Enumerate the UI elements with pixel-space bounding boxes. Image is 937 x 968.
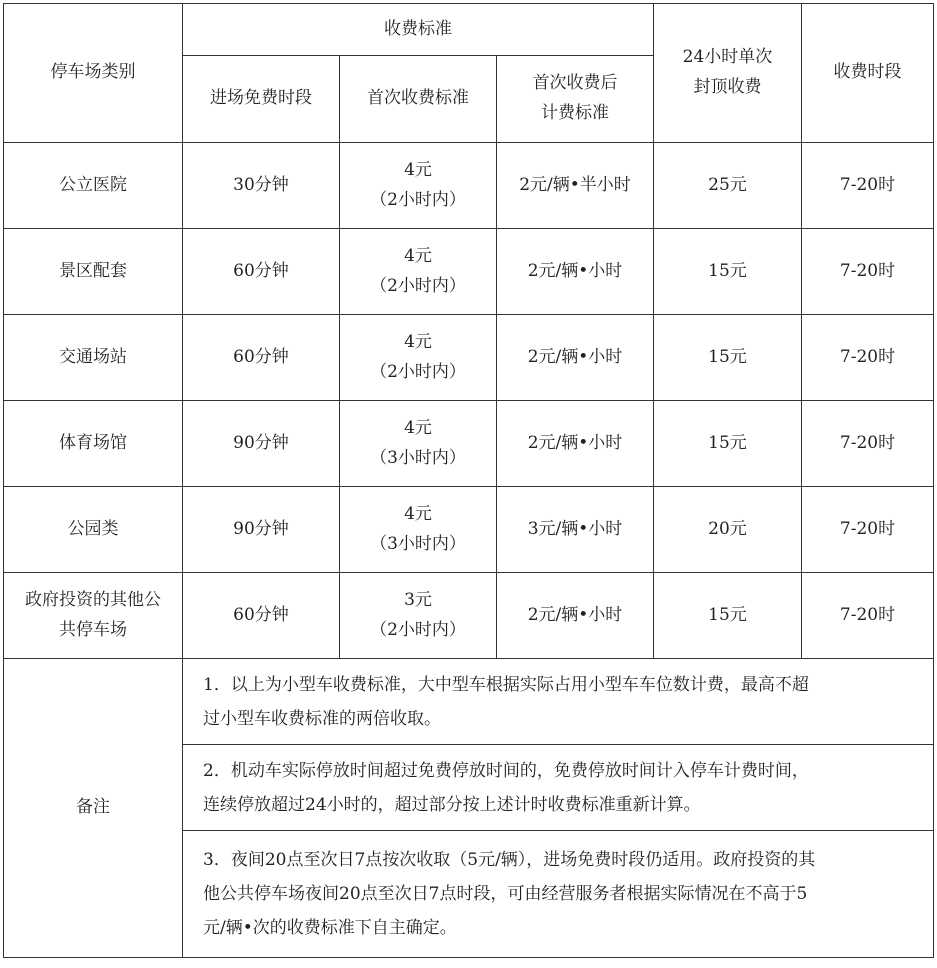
header-free-period: 进场免费时段 bbox=[183, 56, 340, 143]
row-charge-hours: 7-20时 bbox=[802, 401, 934, 487]
row-first-fee bbox=[340, 143, 497, 229]
row-category: 公立医院 bbox=[4, 143, 183, 229]
header-after-first-line: 计费标准 bbox=[541, 103, 609, 123]
row-after-first: 3元/辆•小时 bbox=[497, 487, 654, 573]
table-row bbox=[4, 487, 934, 573]
header-first-fee: 首次收费标准 bbox=[340, 56, 497, 143]
row-free-period: 90分钟 bbox=[183, 487, 340, 573]
row-free-period: 60分钟 bbox=[183, 573, 340, 659]
row-charge-hours: 7-20时 bbox=[802, 143, 934, 229]
row-free-period: 60分钟 bbox=[183, 315, 340, 401]
note-item bbox=[183, 659, 934, 745]
row-free-period: 60分钟 bbox=[183, 229, 340, 315]
note-line: 3．夜间20点至次日7点按次收取（5元/辆），进场免费时段仍适用。政府投资的其 bbox=[203, 850, 816, 870]
note-line: 他公共停车场夜间20点至次日7点时段，可由经营服务者根据实际情况在不高于5 bbox=[203, 884, 808, 904]
row-charge-hours: 7-20时 bbox=[802, 487, 934, 573]
row-after-first: 2元/辆•小时 bbox=[497, 401, 654, 487]
first-fee-amount: 4元 bbox=[404, 331, 432, 352]
row-charge-hours: 7-20时 bbox=[802, 229, 934, 315]
row-category: 景区配套 bbox=[4, 229, 183, 315]
row-after-first: 2元/辆•小时 bbox=[497, 315, 654, 401]
row-cap: 15元 bbox=[654, 573, 802, 659]
note-line: 元/辆•次的收费标准下自主确定。 bbox=[203, 918, 457, 938]
row-charge-hours: 7-20时 bbox=[802, 573, 934, 659]
header-cap-line: 24小时单次 bbox=[682, 47, 773, 68]
row-category: 公园类 bbox=[4, 487, 183, 573]
first-fee-amount: 4元 bbox=[404, 159, 432, 180]
row-category: 体育场馆 bbox=[4, 401, 183, 487]
row-first-fee bbox=[340, 487, 497, 573]
table-row bbox=[4, 573, 934, 659]
row-free-period: 30分钟 bbox=[183, 143, 340, 229]
first-fee-duration: （2小时内） bbox=[370, 189, 466, 210]
header-cap bbox=[654, 4, 802, 143]
row-after-first: 2元/辆•小时 bbox=[497, 573, 654, 659]
row-category bbox=[4, 573, 183, 659]
note-item bbox=[183, 831, 934, 958]
row-free-period: 90分钟 bbox=[183, 401, 340, 487]
note-line: 1．以上为小型车收费标准，大中型车根据实际占用小型车车位数计费，最高不超 bbox=[203, 674, 809, 695]
row-cap: 20元 bbox=[654, 487, 802, 573]
row-after-first: 2元/辆•小时 bbox=[497, 229, 654, 315]
first-fee-duration: （3小时内） bbox=[370, 447, 466, 468]
row-category-line: 政府投资的其他公 bbox=[25, 589, 161, 610]
row-cap: 15元 bbox=[654, 315, 802, 401]
first-fee-duration: （2小时内） bbox=[370, 619, 466, 640]
header-after-first-line: 首次收费后 bbox=[532, 73, 618, 94]
header-charge-hours: 收费时段 bbox=[802, 4, 934, 143]
row-cap: 15元 bbox=[654, 229, 802, 315]
row-charge-hours: 7-20时 bbox=[802, 315, 934, 401]
row-category: 交通场站 bbox=[4, 315, 183, 401]
first-fee-amount: 3元 bbox=[404, 589, 432, 610]
row-after-first: 2元/辆•半小时 bbox=[497, 143, 654, 229]
first-fee-amount: 4元 bbox=[404, 503, 432, 524]
row-first-fee bbox=[340, 229, 497, 315]
row-cap: 15元 bbox=[654, 401, 802, 487]
row-first-fee bbox=[340, 401, 497, 487]
row-first-fee bbox=[340, 315, 497, 401]
note-line: 2．机动车实际停放时间超过免费停放时间的，免费停放时间计入停车计费时间， bbox=[203, 760, 809, 781]
table-row bbox=[4, 143, 934, 229]
row-category-line: 共停车场 bbox=[59, 619, 127, 640]
first-fee-amount: 4元 bbox=[404, 417, 432, 438]
table-row bbox=[4, 229, 934, 315]
first-fee-duration: （2小时内） bbox=[370, 275, 466, 296]
note-line: 过小型车收费标准的两倍收取。 bbox=[203, 708, 441, 729]
row-first-fee bbox=[340, 573, 497, 659]
first-fee-duration: （2小时内） bbox=[370, 361, 466, 382]
header-after-first bbox=[497, 56, 654, 143]
header-category: 停车场类别 bbox=[4, 4, 183, 143]
notes-label: 备注 bbox=[4, 659, 183, 958]
parking-fee-table bbox=[3, 3, 934, 958]
note-line: 连续停放超过24小时的，超过部分按上述计时收费标准重新计算。 bbox=[203, 794, 701, 815]
first-fee-amount: 4元 bbox=[404, 245, 432, 266]
table-row bbox=[4, 401, 934, 487]
first-fee-duration: （3小时内） bbox=[370, 533, 466, 554]
header-cap-line: 封顶收费 bbox=[693, 77, 762, 97]
note-item bbox=[183, 745, 934, 831]
row-cap: 25元 bbox=[654, 143, 802, 229]
header-fee-standard: 收费标准 bbox=[183, 4, 654, 56]
table-row bbox=[4, 315, 934, 401]
